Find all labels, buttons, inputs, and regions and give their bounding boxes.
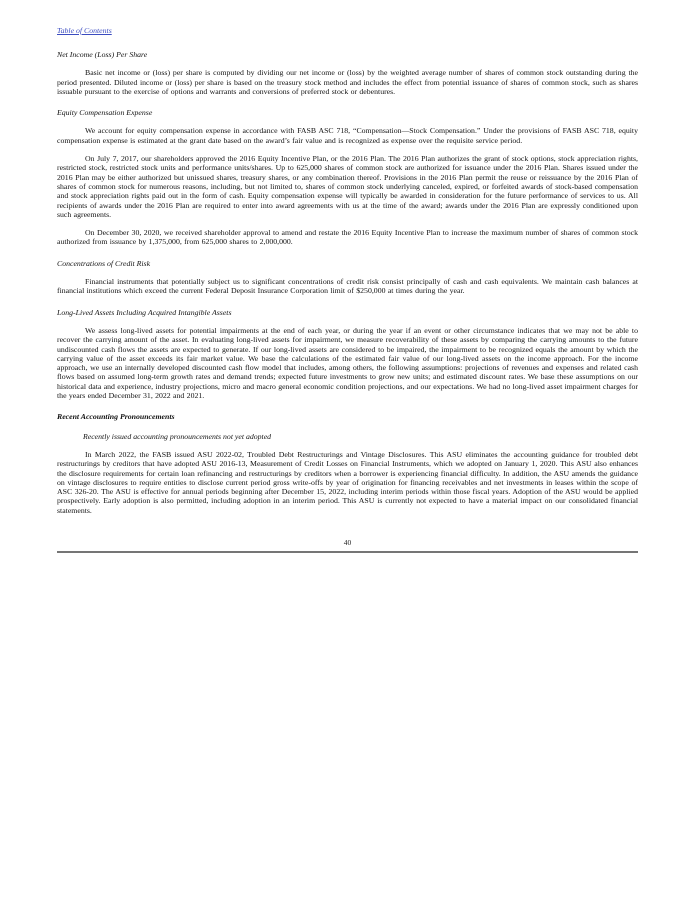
paragraph-equity-comp-2: On July 7, 2017, our shareholders approved the 2016 Equity Incentive Plan, or the 2016 Plan. The 2016 Plan authorizes the grant of stock options, stock appreciation rights, restricted stock, restricted stock units and performance units/shares. Up to 625,000 shares of common stock are authorized for issuance under the 2016 Plan. Shares issued under the 2016 Plan may be either authorized but unissued shares, treasury shares, or any combination thereof. Provisions in the 2016 Plan permit the reuse or reissuance by the 2016 Plan of shares of common stock for numerous reasons, including, but not limited to, shares of common stock underlying canceled, expired, or forfeited awards of stock-based compensation and stock appreciation rights paid out in the form of cash. Equity compensation expense will typically be awarded in consideration for the future performance of services to us. All recipients of awards under the 2016 Plan are required to enter into award agreements with us at the time of the award; awards under the 2016 Plan are expressly conditioned upon such agreements. (57, 154, 638, 219)
paragraph-net-income: Basic net income or (loss) per share is computed by dividing our net income or (loss) by the weighted average number of shares of common stock outstanding during the period presented. Diluted income or (loss) per share is based on the treasury stock method and includes the effect from potential issuance of shares of common stock, such as shares issuable pursuant to the exercise of options and warrants and conversions of preferred stock or debentures. (57, 68, 638, 96)
heading-concentrations-of-credit-risk: Concentrations of Credit Risk (57, 258, 151, 268)
paragraph-long-lived-assets: We assess long-lived assets for potential impairments at the end of each year, or during the year if an event or other circumstance indicates that we may not be able to recover the carrying amount of the asset. In evaluating long-lived assets for impairment, we measure recoverability of these assets by comparing the carrying amounts to the future undiscounted cash flows the assets are expected to generate. If our long-lived assets are considered to be impaired, the impairment to be recognized equals the amount by which the carrying value of the asset exceeds its fair market value. We base the calculations of the estimated fair value of our long-lived assets on the income approach. For the income approach, we use an internally developed discounted cash flow model that includes, among others, the following assumptions: projections of revenues and expenses and related cash flows based on assumed long-term growth rates and demand trends; expected future investments to grow new units; and estimated discount rates. We base these assumptions on our historical data and experience, industry projections, micro and macro general economic condition projections, and our expectations. We had no long-lived asset impairment charges for the years ended December 31, 2022 and 2021. (57, 325, 638, 401)
heading-net-income-loss-per-share: Net Income (Loss) Per Share (57, 50, 148, 59)
footer-divider (57, 551, 638, 553)
page-number: 40 (343, 537, 352, 547)
paragraph-asu-2022-02: In March 2022, the FASB issued ASU 2022-02, Troubled Debt Restructurings and Vintage Disclosures. This ASU eliminates the accounting guidance for troubled debt restructurings by creditors that have adopted ASU 2016-13, Measurement of Credit Losses on Financial Instruments, which we adopted on January 1, 2020. This ASU also enhances the disclosure requirements for certain loan refinancing and restructurings by creditors when a borrower is experiencing financial difficulty. In addition, the ASU amends the guidance on vintage disclosures to require entities to disclose current period gross write-offs by year of origination for financing receivables and net investments in leases within the scope of ASC 326-20. The ASU is effective for annual periods beginning after December 15, 2022, including interim periods within those fiscal years. Adoption of the ASU would be applied prospectively. Early adoption is also permitted, including adoption in an interim period. This ASU is currently not expected to have a material impact on our consolidated financial statements. (57, 449, 638, 515)
heading-recent-accounting-pronouncements: Recent Accounting Pronouncements (57, 412, 175, 422)
paragraph-credit-risk: Financial instruments that potentially subject us to significant concentrations of credit risk consist principally of cash and cash equivalents. We maintain cash balances at financial institutions which exceed the current Federal Deposit Insurance Corporation limit of $250,000 at times during the year. (57, 277, 638, 296)
paragraph-equity-comp-1: We account for equity compensation expense in accordance with FASB ASC 718, “Compensation—Stock Compensation.” Under the provisions of FASB ASC 718, equity compensation expense is estimated at the grant date based on the award’s fair value and is recognized as expense over the requisite service period. (57, 126, 638, 145)
paragraph-equity-comp-3: On December 30, 2020, we received shareholder approval to amend and restate the 2016 Equity Incentive Plan to increase the maximum number of shares of common stock authorized from issuance by 1,375,000, from 625,000 shares to 2,000,000. (57, 228, 638, 247)
page-footer (57, 538, 638, 553)
table-of-contents-link[interactable]: Table of Contents (57, 26, 112, 35)
heading-long-lived-assets: Long-Lived Assets Including Acquired Intangible Assets (57, 307, 232, 317)
subheading-recently-issued-pronouncements: Recently issued accounting pronouncements not yet adopted (83, 431, 272, 441)
heading-equity-compensation-expense: Equity Compensation Expense (57, 108, 153, 118)
